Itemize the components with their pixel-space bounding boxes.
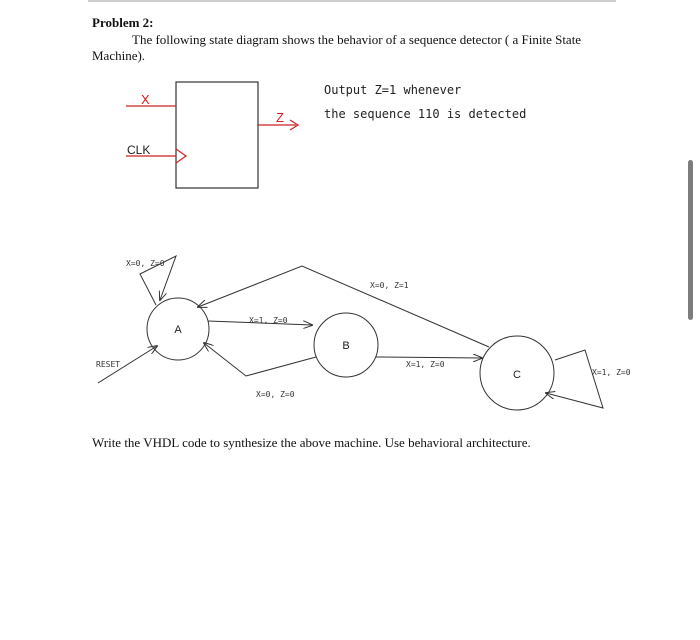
fsm-block-box <box>176 82 258 188</box>
transition-b-to-a <box>204 343 316 376</box>
block-diagram <box>126 82 526 188</box>
state-a-label: A <box>174 324 182 336</box>
transition-b-to-c <box>376 357 482 358</box>
problem-title: Problem 2: <box>92 15 154 30</box>
state-c-label: C <box>513 369 521 381</box>
transition-b-to-c-label: X=1, Z=0 <box>406 360 445 369</box>
input-x-label: X <box>141 92 150 107</box>
output-note-line2: the sequence 110 is detected <box>324 107 527 121</box>
clock-label: CLK <box>127 143 151 157</box>
instruction-text: Write the VHDL code to synthesize the above machine. Use behavioral architecture. <box>92 435 531 450</box>
output-note-line1: Output Z=1 whenever <box>324 83 462 97</box>
transition-b-to-a-label: X=0, Z=0 <box>256 390 295 399</box>
problem-statement: The following state diagram shows the behavior of a sequence detector ( a Finite State Machine). <box>92 32 582 63</box>
output-z-label: Z <box>276 110 284 125</box>
scrollbar-thumb[interactable] <box>688 160 693 320</box>
transition-a-self-label: X=0, Z=0 <box>126 259 165 268</box>
clock-edge-marker <box>176 149 186 163</box>
transition-c-to-a-label: X=0, Z=1 <box>370 281 409 290</box>
state-b-label: B <box>342 340 350 352</box>
transition-c-self-label: X=1, Z=0 <box>592 368 631 377</box>
transition-c-self-loop <box>546 350 603 408</box>
reset-label: RESET <box>96 360 121 369</box>
transition-a-to-b-label: X=1, Z=0 <box>249 316 288 325</box>
